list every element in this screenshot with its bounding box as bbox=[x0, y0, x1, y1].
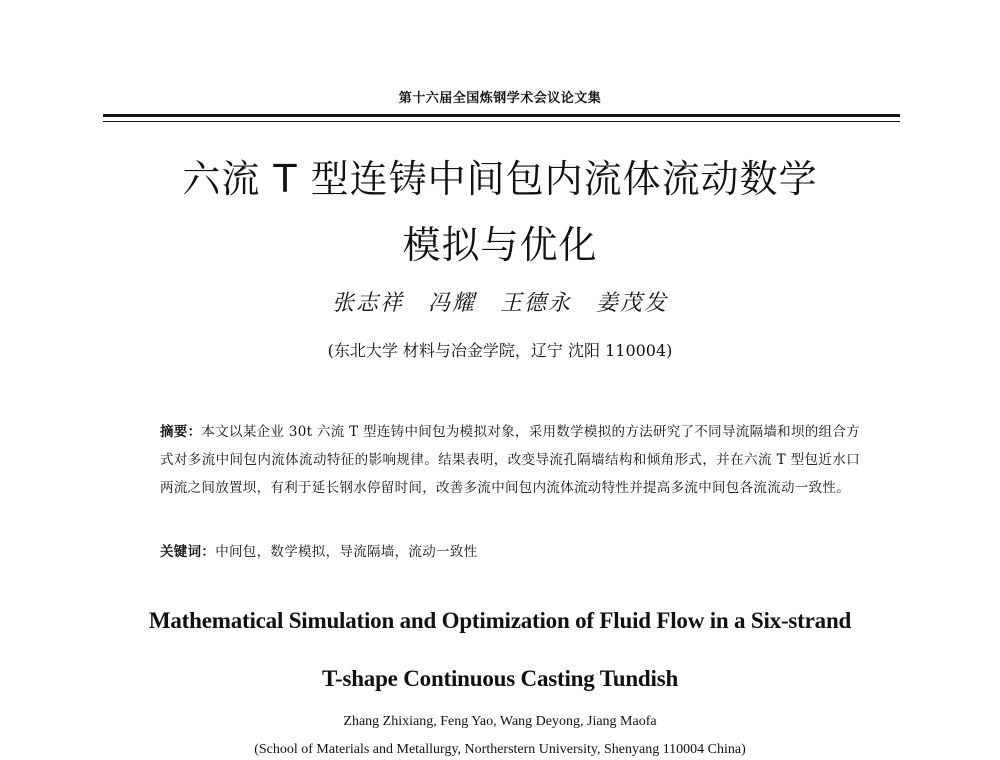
title-cn-line-2: 模拟与优化 bbox=[402, 223, 598, 267]
title-cn-line-1: 六流 T 型连铸中间包内流体流动数学 bbox=[182, 157, 818, 201]
title-en-line-2: T-shape Continuous Casting Tundish bbox=[321, 666, 679, 691]
authors-cn: 张志祥 冯耀 王德永 姜茂发 bbox=[331, 291, 668, 316]
keywords-text: 中间包，数学模拟，导流隔墙，流动一致性 bbox=[215, 544, 478, 560]
affiliation-en: (School of Materials and Metallurgy, Northerstern University, Shenyang 110004 China) bbox=[254, 742, 746, 757]
keywords-label: 关键词： bbox=[160, 544, 216, 560]
header-rule-thin bbox=[103, 121, 900, 122]
keywords-cn bbox=[160, 540, 860, 560]
running-header: 第十六届全国炼钢学术会议论文集 bbox=[398, 91, 602, 106]
affiliation-cn: (东北大学 材料与冶金学院，辽宁 沈阳 110004) bbox=[327, 341, 673, 360]
header-rule-thick bbox=[103, 114, 900, 117]
abstract-label: 摘要： bbox=[160, 424, 202, 440]
title-en-line-1: Mathematical Simulation and Optimization of Fluid Flow in a Six-strand bbox=[148, 608, 852, 633]
abstract-cn bbox=[160, 418, 860, 502]
abstract-text: 本文以某企业 30t 六流 T 型连铸中间包为模拟对象，采用数学模拟的方法研究了不同导流隔墙和坝的组合方式对多流中间包内流体流动特征的影响规律。结果表明，改变导流孔隔墙结构和倾角形式，并在六流 T 型包近水口两流之间放置坝，有利于延长钢水停留时间，改善多流中间包内流体流动特性并提高多流中间包各流流动一致性。 bbox=[160, 424, 860, 496]
authors-en: Zhang Zhixiang, Feng Yao, Wang Deyong, Jiang Maofa bbox=[343, 714, 657, 729]
